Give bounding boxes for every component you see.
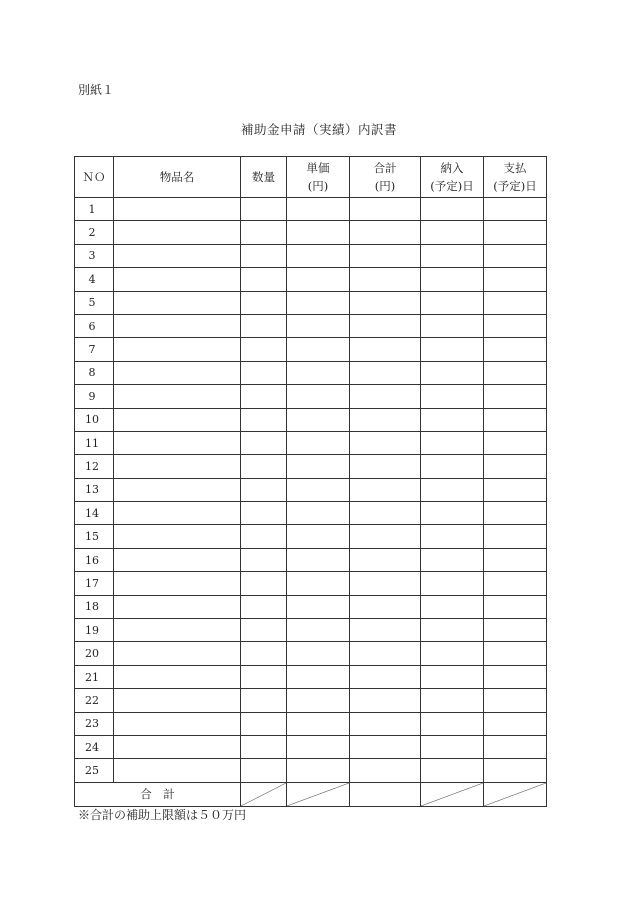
total-cell[interactable] [350,478,421,501]
quantity-cell[interactable] [241,291,287,314]
payment-date-cell[interactable] [484,291,547,314]
item-name-cell[interactable] [114,268,241,291]
quantity-cell[interactable] [241,478,287,501]
row-number: 3 [75,244,114,267]
unit-price-cell[interactable] [287,455,350,478]
table-row [75,385,547,408]
unit-price-cell[interactable] [287,268,350,291]
quantity-cell[interactable] [241,244,287,267]
header-delivery-date: 納入 (予定)日 [421,157,484,198]
unit-price-cell[interactable] [287,361,350,384]
item-name-cell[interactable] [114,525,241,548]
total-unit-price-cell [287,782,350,806]
item-name-cell[interactable] [114,478,241,501]
unit-price-cell[interactable] [287,665,350,688]
row-number: 16 [75,548,114,571]
row-number: 2 [75,221,114,244]
table-row [75,455,547,478]
delivery-date-cell[interactable] [421,735,484,758]
total-amount-cell[interactable] [350,782,421,806]
row-number: 4 [75,268,114,291]
row-number: 7 [75,338,114,361]
appendix-label: 別紙１ [78,83,115,97]
total-cell[interactable] [350,455,421,478]
payment-date-cell[interactable] [484,455,547,478]
payment-date-cell[interactable] [484,642,547,665]
item-name-cell[interactable] [114,221,241,244]
item-name-cell[interactable] [114,759,241,782]
row-number: 12 [75,455,114,478]
delivery-date-cell[interactable] [421,572,484,595]
payment-date-cell[interactable] [484,314,547,337]
unit-price-cell[interactable] [287,759,350,782]
delivery-date-cell[interactable] [421,665,484,688]
row-number: 14 [75,502,114,525]
total-cell[interactable] [350,244,421,267]
total-cell[interactable] [350,572,421,595]
quantity-cell[interactable] [241,268,287,291]
item-name-cell[interactable] [114,361,241,384]
item-name-cell[interactable] [114,502,241,525]
payment-date-cell[interactable] [484,221,547,244]
table-row [75,478,547,501]
unit-price-cell[interactable] [287,408,350,431]
total-cell[interactable] [350,502,421,525]
delivery-date-cell[interactable] [421,642,484,665]
quantity-cell[interactable] [241,314,287,337]
total-cell[interactable] [350,338,421,361]
table-row [75,665,547,688]
header-payment-date: 支払 (予定)日 [484,157,547,198]
total-cell[interactable] [350,198,421,221]
table-row [75,572,547,595]
table-row [75,525,547,548]
table-row [75,431,547,454]
payment-date-cell[interactable] [484,572,547,595]
unit-price-cell[interactable] [287,619,350,642]
delivery-date-cell[interactable] [421,455,484,478]
total-cell[interactable] [350,291,421,314]
item-name-cell[interactable] [114,244,241,267]
limit-note: ※合計の補助上限額は５０万円 [78,808,247,822]
delivery-date-cell[interactable] [421,291,484,314]
payment-date-cell[interactable] [484,689,547,712]
diagonal-slash [421,783,483,806]
table-row [75,314,547,337]
payment-date-cell[interactable] [484,525,547,548]
unit-price-cell[interactable] [287,338,350,361]
total-cell[interactable] [350,431,421,454]
quantity-cell[interactable] [241,735,287,758]
unit-price-cell[interactable] [287,221,350,244]
item-name-cell[interactable] [114,642,241,665]
table-row [75,759,547,782]
quantity-cell[interactable] [241,385,287,408]
quantity-cell[interactable] [241,361,287,384]
total-label: 合 計 [75,782,241,806]
unit-price-cell[interactable] [287,431,350,454]
total-cell[interactable] [350,385,421,408]
unit-price-cell[interactable] [287,595,350,618]
item-name-cell[interactable] [114,619,241,642]
header-total: 合計 (円) [350,157,421,198]
item-name-cell[interactable] [114,572,241,595]
payment-date-cell[interactable] [484,385,547,408]
delivery-date-cell[interactable] [421,759,484,782]
delivery-date-cell[interactable] [421,712,484,735]
row-number: 15 [75,525,114,548]
unit-price-cell[interactable] [287,735,350,758]
header-unit-price: 単価 (円) [287,157,350,198]
payment-date-cell[interactable] [484,502,547,525]
table-row [75,712,547,735]
total-cell[interactable] [350,314,421,337]
row-number: 23 [75,712,114,735]
row-number: 22 [75,689,114,712]
row-number: 11 [75,431,114,454]
quantity-cell[interactable] [241,665,287,688]
total-cell[interactable] [350,759,421,782]
document-title: 補助金申請（実績）内訳書 [240,122,397,137]
quantity-cell[interactable] [241,548,287,571]
quantity-cell[interactable] [241,619,287,642]
row-number: 24 [75,735,114,758]
table-row [75,595,547,618]
table-row [75,502,547,525]
payment-date-cell[interactable] [484,198,547,221]
item-name-cell[interactable] [114,338,241,361]
payment-date-cell[interactable] [484,478,547,501]
table-row [75,735,547,758]
item-name-cell[interactable] [114,712,241,735]
unit-price-cell[interactable] [287,689,350,712]
total-cell[interactable] [350,408,421,431]
unit-price-cell[interactable] [287,548,350,571]
item-name-cell[interactable] [114,665,241,688]
table-row [75,221,547,244]
table-row [75,689,547,712]
delivery-date-cell[interactable] [421,385,484,408]
total-cell[interactable] [350,268,421,291]
delivery-date-cell[interactable] [421,431,484,454]
payment-date-cell[interactable] [484,595,547,618]
quantity-cell[interactable] [241,525,287,548]
quantity-cell[interactable] [241,431,287,454]
header-item-name: 物品名 [114,157,241,198]
item-name-cell[interactable] [114,455,241,478]
unit-price-cell[interactable] [287,572,350,595]
payment-date-cell[interactable] [484,665,547,688]
table-row [75,619,547,642]
payment-date-cell[interactable] [484,431,547,454]
quantity-cell[interactable] [241,338,287,361]
payment-date-cell[interactable] [484,619,547,642]
diagonal-slash [241,783,286,806]
quantity-cell[interactable] [241,502,287,525]
table-row [75,291,547,314]
item-name-cell[interactable] [114,291,241,314]
row-number: 17 [75,572,114,595]
row-number: 10 [75,408,114,431]
quantity-cell[interactable] [241,572,287,595]
delivery-date-cell[interactable] [421,525,484,548]
quantity-cell[interactable] [241,455,287,478]
item-name-cell[interactable] [114,548,241,571]
delivery-date-cell[interactable] [421,619,484,642]
row-number: 19 [75,619,114,642]
diagonal-slash [484,783,546,806]
quantity-cell[interactable] [241,689,287,712]
total-cell[interactable] [350,642,421,665]
payment-date-cell[interactable] [484,408,547,431]
row-number: 13 [75,478,114,501]
quantity-cell[interactable] [241,712,287,735]
unit-price-cell[interactable] [287,478,350,501]
payment-date-cell[interactable] [484,361,547,384]
item-name-cell[interactable] [114,314,241,337]
table-row [75,642,547,665]
payment-date-cell[interactable] [484,735,547,758]
delivery-date-cell[interactable] [421,268,484,291]
item-name-cell[interactable] [114,408,241,431]
item-name-cell[interactable] [114,198,241,221]
unit-price-cell[interactable] [287,198,350,221]
diagonal-slash [287,783,349,806]
payment-date-cell[interactable] [484,338,547,361]
row-number: 8 [75,361,114,384]
delivery-date-cell[interactable] [421,338,484,361]
total-cell[interactable] [350,361,421,384]
table-row [75,244,547,267]
payment-date-cell[interactable] [484,244,547,267]
total-payment-cell [484,782,547,806]
row-number: 5 [75,291,114,314]
total-row [75,782,547,806]
delivery-date-cell[interactable] [421,595,484,618]
row-number: 18 [75,595,114,618]
row-number: 25 [75,759,114,782]
delivery-date-cell[interactable] [421,408,484,431]
delivery-date-cell[interactable] [421,361,484,384]
total-cell[interactable] [350,595,421,618]
table-row [75,268,547,291]
total-cell[interactable] [350,619,421,642]
table-row [75,361,547,384]
header-no: ＮＯ [75,157,114,198]
total-quantity-cell [241,782,287,806]
table-row [75,548,547,571]
unit-price-cell[interactable] [287,244,350,267]
quantity-cell[interactable] [241,408,287,431]
breakdown-table [74,156,547,807]
total-delivery-cell [421,782,484,806]
unit-price-cell[interactable] [287,314,350,337]
table-row [75,198,547,221]
unit-price-cell[interactable] [287,712,350,735]
total-cell[interactable] [350,735,421,758]
payment-date-cell[interactable] [484,712,547,735]
delivery-date-cell[interactable] [421,198,484,221]
row-number: 9 [75,385,114,408]
item-name-cell[interactable] [114,595,241,618]
unit-price-cell[interactable] [287,525,350,548]
quantity-cell[interactable] [241,759,287,782]
item-name-cell[interactable] [114,735,241,758]
payment-date-cell[interactable] [484,548,547,571]
unit-price-cell[interactable] [287,291,350,314]
total-cell[interactable] [350,689,421,712]
total-cell[interactable] [350,221,421,244]
delivery-date-cell[interactable] [421,502,484,525]
row-number: 21 [75,665,114,688]
delivery-date-cell[interactable] [421,478,484,501]
item-name-cell[interactable] [114,689,241,712]
quantity-cell[interactable] [241,221,287,244]
table-row [75,408,547,431]
row-number: 20 [75,642,114,665]
total-cell[interactable] [350,548,421,571]
delivery-date-cell[interactable] [421,221,484,244]
unit-price-cell[interactable] [287,385,350,408]
delivery-date-cell[interactable] [421,689,484,712]
delivery-date-cell[interactable] [421,244,484,267]
quantity-cell[interactable] [241,595,287,618]
quantity-cell[interactable] [241,642,287,665]
unit-price-cell[interactable] [287,642,350,665]
delivery-date-cell[interactable] [421,314,484,337]
table-header-row [75,157,547,198]
quantity-cell[interactable] [241,198,287,221]
total-cell[interactable] [350,525,421,548]
item-name-cell[interactable] [114,385,241,408]
row-number: 1 [75,198,114,221]
delivery-date-cell[interactable] [421,548,484,571]
payment-date-cell[interactable] [484,759,547,782]
unit-price-cell[interactable] [287,502,350,525]
table-row [75,338,547,361]
header-quantity: 数量 [241,157,287,198]
payment-date-cell[interactable] [484,268,547,291]
total-cell[interactable] [350,712,421,735]
total-cell[interactable] [350,665,421,688]
item-name-cell[interactable] [114,431,241,454]
row-number: 6 [75,314,114,337]
